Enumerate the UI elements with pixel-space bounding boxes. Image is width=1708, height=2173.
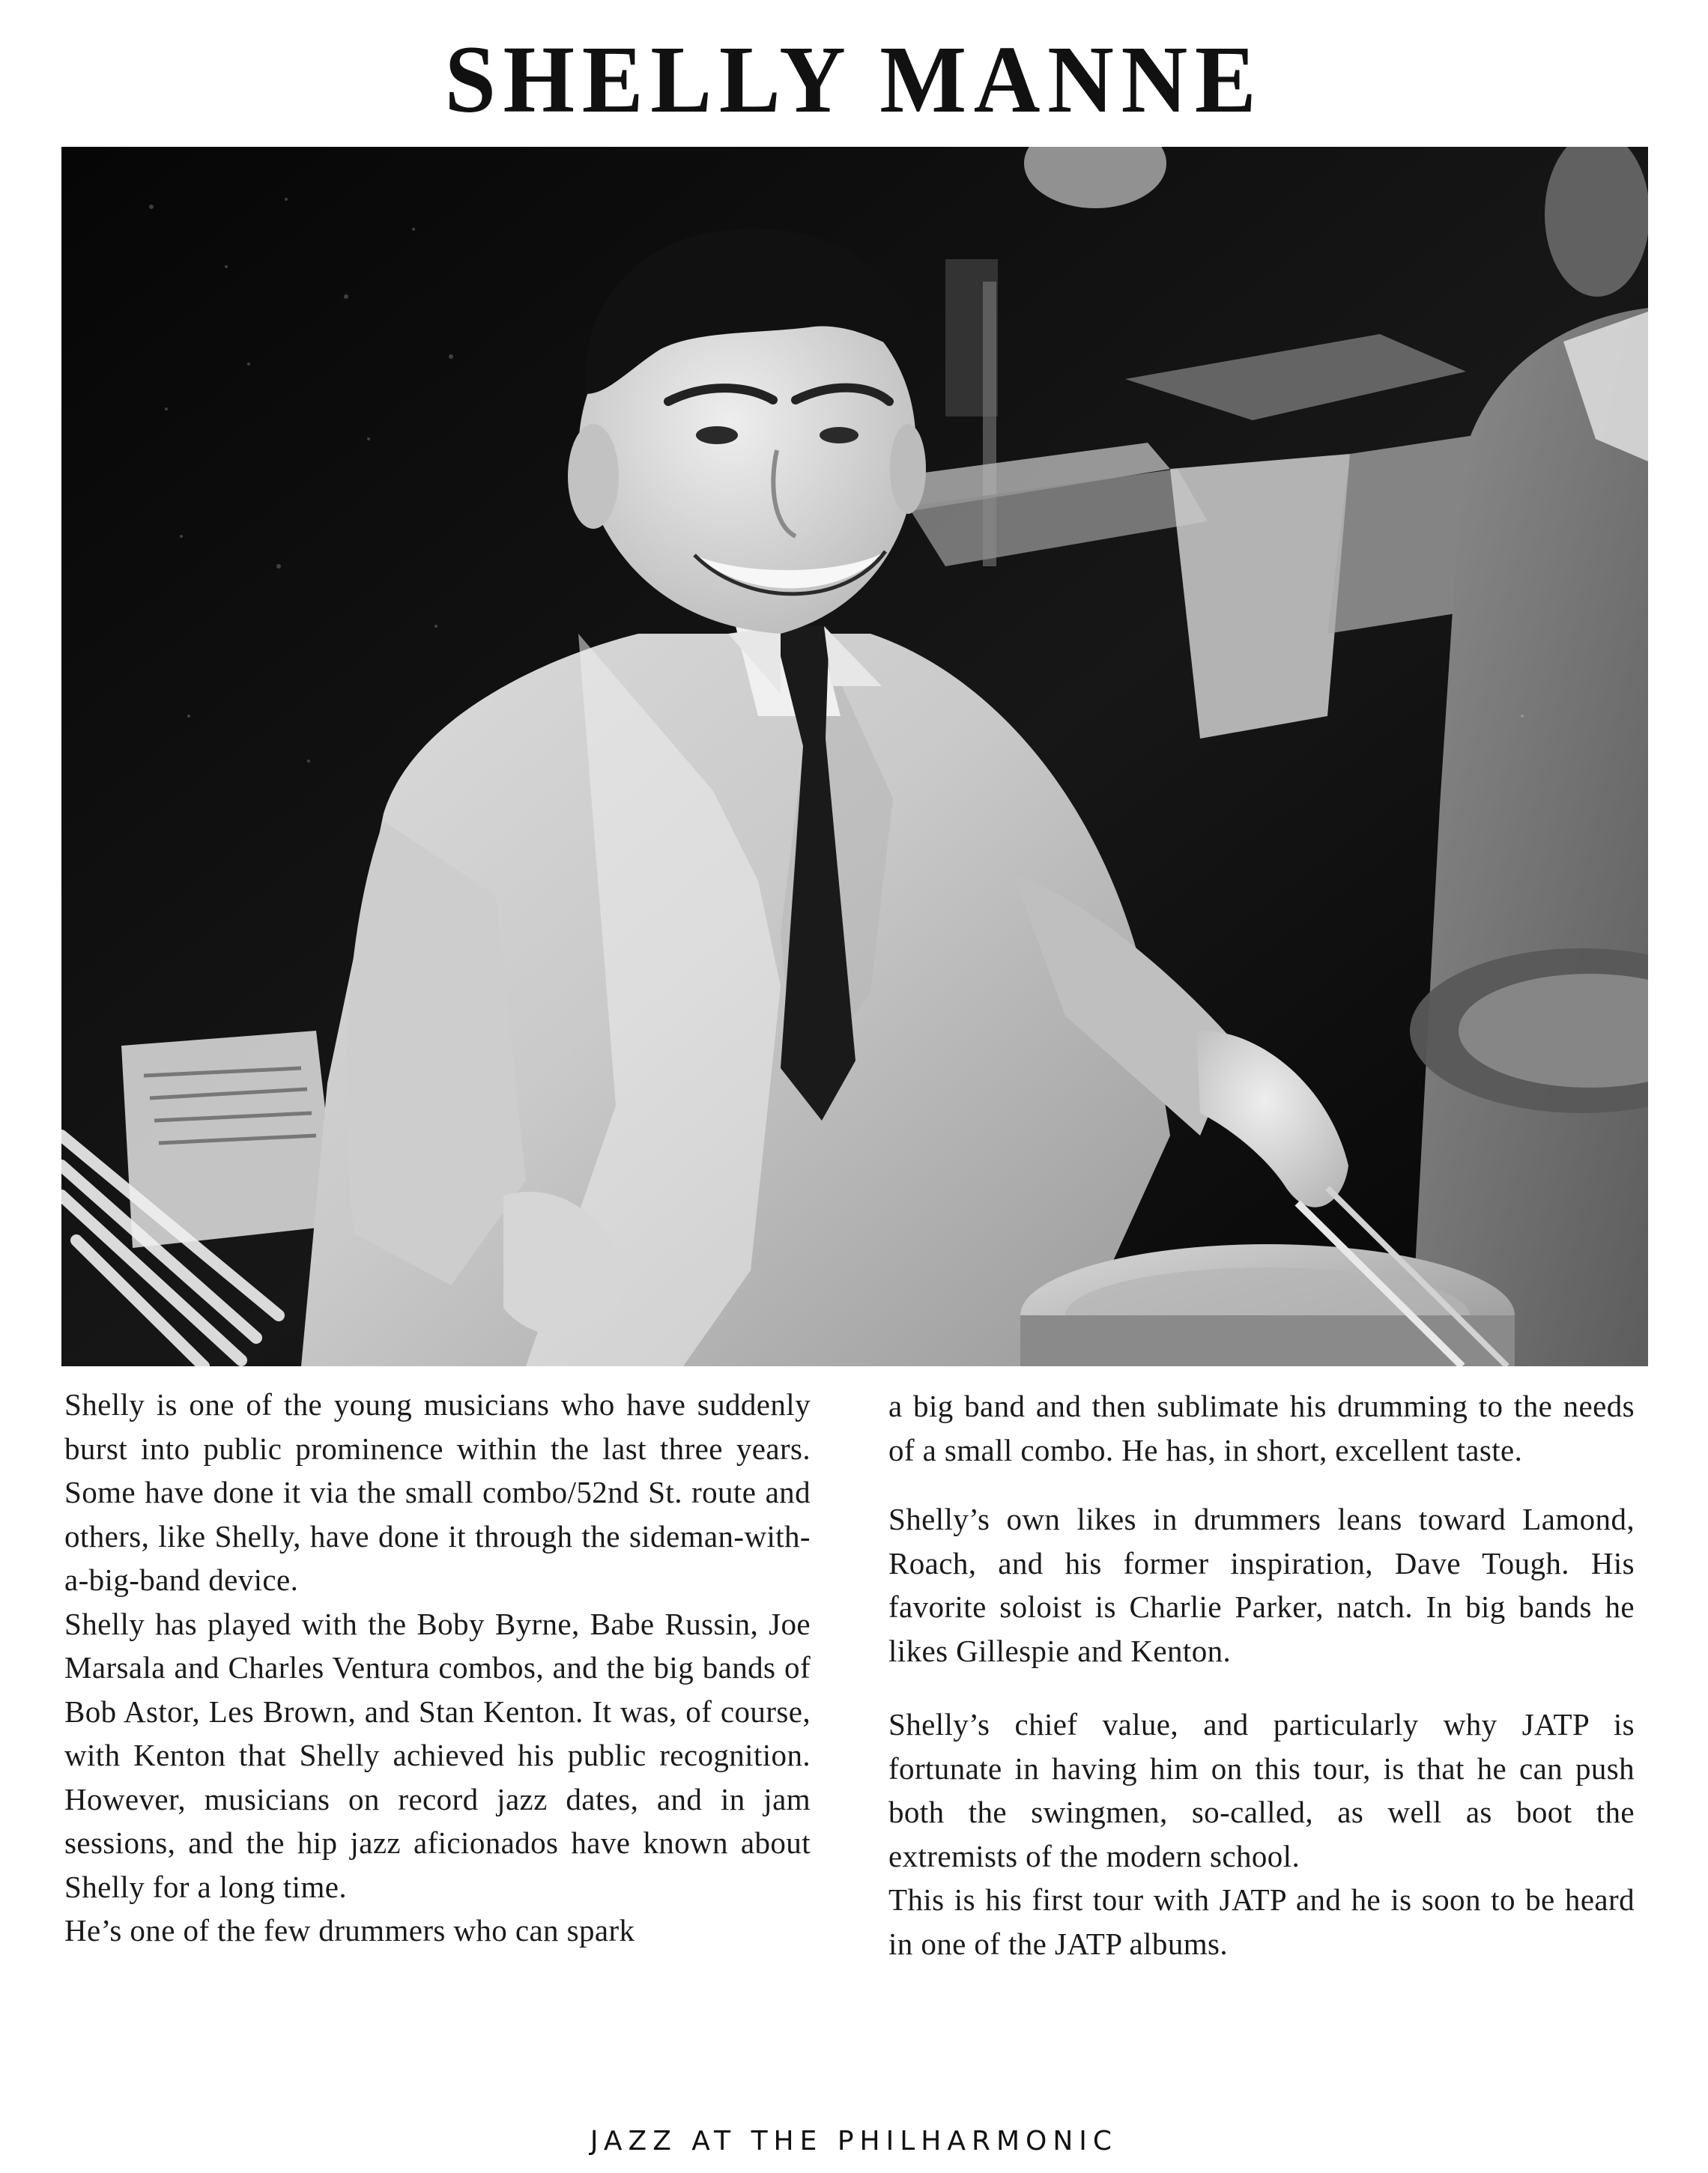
article-right-column: [888, 1384, 1635, 1966]
article-paragraph-4: Shelly’s own likes in drummers leans toward Lamond, Roach, and his former inspiration, Dave Tough. His favorite soloist is Charlie Parker, natch. In big bands he likes Gillespie and Kenton.: [888, 1502, 1635, 1668]
page-footer: JAZZ AT THE PHILHARMONIC: [590, 2126, 1118, 2157]
drummer-photo-image: [61, 147, 1648, 1366]
article-paragraph-6: This is his first tour with JATP and he is soon to be heard in one of the JATP albums.: [888, 1882, 1635, 1961]
article-left-column: [64, 1383, 811, 1953]
page-title: SHELLY MANNE: [444, 26, 1264, 133]
article-paragraph-3-start: He’s one of the few drummers who can spark: [64, 1913, 635, 1948]
article-paragraph-5: Shelly’s chief value, and particularly why JATP is fortunate in having him on this tour, is that he can push both the swingmen, so-called, as well as boot the extremists of the modern school.: [888, 1707, 1635, 1873]
article-photo: [61, 147, 1648, 1366]
article-paragraph-2: Shelly has played with the Boby Byrne, Babe Russin, Joe Marsala and Charles Ventura combos, and the big bands of Bob Astor, Les Brown, and Stan Kenton. It was, of course, with Kenton that Shelly achieved his public recognition. However, musicians on record jazz dates, and in jam sessions, and the hip jazz aficionados have known about Shelly for a long time.: [64, 1606, 811, 1904]
article-paragraph-3-end: a big band and then sublimate his drumming to the needs of a small combo. He has, in short, excellent taste.: [888, 1389, 1635, 1467]
article-paragraph-1: Shelly is one of the young musicians who have suddenly burst into public prominence within the last three years. Some have done it via the small combo/52nd St. route and others, like Shelly, have done it through the sideman-with-a-big-band device.: [64, 1387, 811, 1597]
